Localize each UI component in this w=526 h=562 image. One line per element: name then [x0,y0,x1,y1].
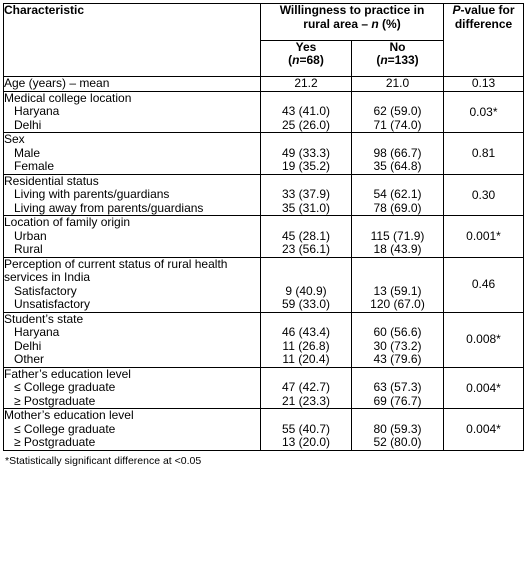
age-p: 0.13 [444,77,524,92]
yes-value: 49 (33.3) [281,145,331,160]
group-row [4,216,524,258]
level-label: ≥ Postgraduate [14,435,96,449]
yes-value: 25 (26.0) [281,117,331,132]
group-p-value [444,367,524,409]
yes-value: 13 (20.0) [281,435,331,449]
group-yes-values [261,216,352,258]
group-row [4,174,524,216]
header-willingness-pct: (%) [378,16,401,31]
yes-value: 9 (40.9) [285,283,327,298]
no-value: 35 (64.8) [373,159,422,173]
spacer [261,133,351,147]
header-row-1 [4,4,524,41]
table-body [4,4,524,451]
group-labels [4,367,261,409]
group-yes-values [261,312,352,367]
level-label: Male [14,145,41,160]
header-willingness-n: n [371,16,379,31]
level-label: Living with parents/guardians [14,187,170,201]
group-no-values [352,216,444,258]
header-no-n-italic: n [380,53,388,67]
willingness-table [3,3,524,451]
spacer [261,92,351,106]
no-value: 120 (67.0) [370,297,425,311]
group-no-values [352,257,444,312]
group-title: Medical college location [4,90,132,105]
no-value: 18 (43.9) [373,242,422,256]
group-title: services in India [4,270,91,284]
spacer [352,409,443,423]
level-label: Other [14,352,45,366]
group-no-values [352,174,444,216]
age-label: Age (years) – mean [4,77,261,92]
p-value: 0.008* [466,331,501,346]
header-pvalue-p: P [452,3,461,17]
group-no-values [352,133,444,175]
header-willingness-line2: rural area [303,16,358,31]
age-row [4,77,524,92]
no-value: 98 (66.7) [373,145,422,160]
group-row [4,91,524,133]
spacer [352,258,443,272]
no-value: 54 (62.1) [373,187,422,201]
header-willingness-suffix: – [358,16,372,31]
group-title: Location of family origin [4,215,131,229]
spacer [261,216,351,230]
no-value: 115 (71.9) [370,228,425,243]
level-label: ≥ Postgraduate [14,393,96,408]
yes-value: 21 (23.3) [281,393,331,408]
group-row [4,257,524,312]
spacer [261,313,351,327]
level-label: Female [14,159,55,173]
yes-value: 19 (35.2) [281,159,331,173]
yes-value: 33 (37.9) [281,187,331,201]
group-p-value [444,312,524,367]
group-row [4,312,524,367]
no-value: 78 (69.0) [373,200,422,215]
group-labels [4,257,261,312]
p-value: 0.004* [466,422,501,436]
yes-value: 46 (43.4) [281,325,331,339]
header-no-label: No [389,39,406,54]
spacer [261,175,351,189]
yes-value: 23 (56.1) [281,242,331,256]
spacer [352,313,443,327]
yes-value: 59 (33.0) [281,297,331,311]
level-label: Rural [14,242,43,256]
group-no-values [352,409,444,451]
group-yes-values [261,409,352,451]
p-value: 0.004* [466,380,501,395]
results-table-container [3,3,523,467]
group-title: Perception of current status of rural health [4,256,228,271]
level-label: Unsatisfactory [14,297,91,311]
no-value: 63 (57.3) [373,380,422,394]
group-p-value [444,216,524,258]
header-no [352,40,444,77]
spacer [352,368,443,382]
group-p-value [444,174,524,216]
group-title: Student’s state [4,311,84,326]
group-yes-values [261,174,352,216]
level-label: Delhi [14,117,42,132]
spacer [261,409,351,423]
no-value: 43 (79.6) [373,352,422,366]
p-value: 0.001* [466,229,501,243]
group-no-values [352,367,444,409]
level-label: ≤ College graduate [14,380,116,394]
spacer [352,92,443,106]
no-value: 60 (56.6) [373,325,422,339]
p-value: 0.03* [469,104,498,119]
level-label: Delhi [14,338,42,353]
no-value: 52 (80.0) [373,435,422,449]
group-row [4,133,524,175]
group-no-values [352,91,444,133]
level-label: Living away from parents/guardians [14,200,204,215]
header-yes [261,40,352,77]
header-characteristic: Characteristic [4,4,261,77]
level-label: Urban [14,228,47,243]
spacer [352,133,443,147]
no-value: 69 (76.7) [373,393,422,408]
age-no: 21.0 [352,77,444,92]
group-labels [4,216,261,258]
group-title: Father’s education level [4,366,131,381]
header-pvalue [444,4,524,77]
level-label: ≤ College graduate [14,421,116,436]
group-p-value [444,133,524,175]
group-labels [4,91,261,133]
header-yes-n-value: =68) [299,53,324,67]
spacer [352,271,443,285]
yes-value: 47 (42.7) [281,380,331,394]
group-yes-values [261,133,352,175]
header-pvalue-rest: -value for [460,3,515,17]
group-yes-values [261,91,352,133]
group-title: Residential status [4,173,99,188]
p-value: 0.46 [471,276,496,291]
header-yes-n-prefix: ( [288,53,293,67]
spacer [352,175,443,189]
yes-value: 55 (40.7) [281,421,331,436]
group-title: Mother’s education level [4,408,134,422]
yes-value: 43 (41.0) [281,104,331,118]
group-row [4,409,524,451]
spacer [261,368,351,382]
header-willingness-line1: Willingness to practice in [279,3,425,17]
group-labels [4,312,261,367]
no-value: 71 (74.0) [373,117,422,132]
group-no-values [352,312,444,367]
yes-value: 45 (28.1) [281,228,331,243]
header-willingness [261,4,444,41]
p-value: 0.81 [471,146,496,160]
group-labels [4,174,261,216]
header-pvalue-line2: difference [454,16,513,31]
no-value: 30 (73.2) [373,338,422,353]
header-no-n-prefix: ( [376,53,381,67]
yes-value: 11 (26.8) [282,338,330,353]
group-row [4,367,524,409]
level-label: Satisfactory [14,283,77,298]
level-label: Haryana [14,325,60,339]
group-labels [4,409,261,451]
age-yes: 21.2 [261,77,352,92]
group-yes-values [261,367,352,409]
group-p-value [444,257,524,312]
no-value: 80 (59.3) [373,421,422,436]
no-value: 62 (59.0) [373,104,422,118]
spacer [261,258,351,272]
header-no-n-value: =133) [387,53,419,67]
yes-value: 35 (31.0) [281,200,331,215]
p-value: 0.30 [471,187,496,202]
spacer [352,216,443,230]
group-yes-values [261,257,352,312]
spacer [261,271,351,285]
group-p-value [444,409,524,451]
group-labels [4,133,261,175]
footnote: *Statistically significant difference at <0.05 [5,454,202,467]
level-label: Haryana [14,104,60,118]
group-p-value [444,91,524,133]
yes-value: 11 (20.4) [282,352,330,366]
header-yes-label: Yes [295,39,317,54]
header-yes-n-italic: n [292,53,300,67]
no-value: 13 (59.1) [373,283,422,298]
group-title: Sex [4,132,25,146]
